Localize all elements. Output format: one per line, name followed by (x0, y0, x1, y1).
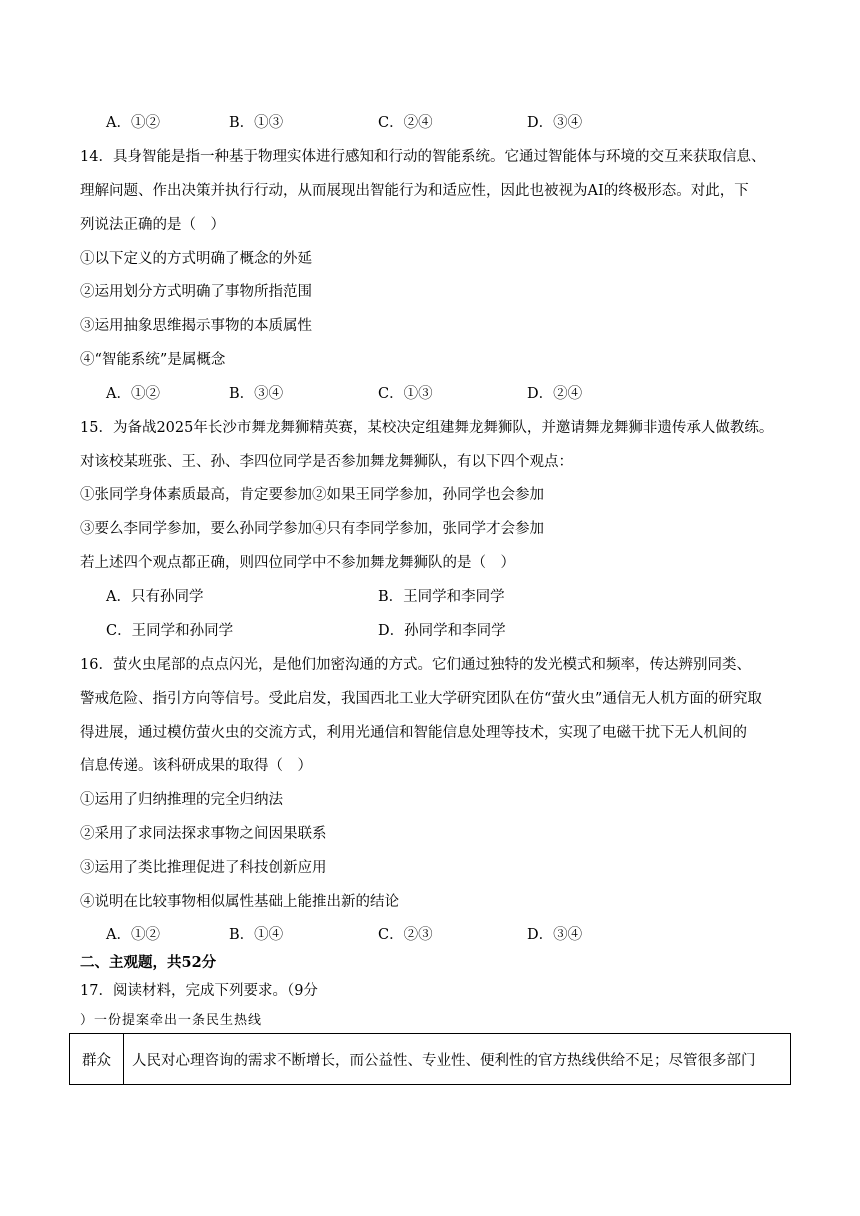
q15-stem-line-2: 对该校某班张、王、孙、李四位同学是否参加舞龙舞狮队，有以下四个观点： (80, 454, 573, 470)
q15-stem-line-1: 15．为备战2025年长沙市舞龙舞狮精英赛，某校决定组建舞龙舞狮队，并邀请舞龙舞狮非遗传承人做教练。 (80, 420, 774, 436)
q14-option-a: A．①② (106, 386, 160, 402)
q16-item-2: ②采用了求同法探求事物之间因果联系 (80, 826, 327, 842)
q14-stem-line-1: 14．具身智能是指一种基于物理实体进行感知和行动的智能系统。它通过智能体与环境的交互来获取信息、 (80, 149, 766, 165)
q14-item-3: ③运用抽象思维揭示事物的本质属性 (80, 318, 312, 334)
q14-stem-line-3: 列说法正确的是（ ） (80, 217, 225, 233)
section-heading: 二、主观题，共52分 (80, 954, 217, 971)
q15-option-d: D．孙同学和李同学 (378, 623, 506, 639)
q14-item-2: ②运用划分方式明确了事物所指范围 (80, 284, 312, 300)
q15-option-a: A．只有孙同学 (106, 589, 204, 605)
q16-stem-line-1: 16．萤火虫尾部的点点闪光，是他们加密沟通的方式。它们通过独特的发光模式和频率，传达辨别同类、 (80, 657, 751, 673)
q15-stem-line-4: ③要么李同学参加，要么孙同学参加④只有李同学参加，张同学才会参加 (80, 521, 544, 537)
q16-stem-line-3: 得进展，通过模仿萤火虫的交流方式，利用光通信和智能信息处理等技术，实现了电磁干扰下无人机间的 (80, 725, 747, 741)
q14-option-d: D．②④ (527, 386, 583, 402)
q16-stem-line-2: 警戒危险、指引方向等信号。受此启发，我国西北工业大学研究团队在仿“萤火虫”通信无人机方面的研究取 (80, 691, 762, 707)
table-row-content: 人民对心理咨询的需求不断增长，而公益性、专业性、便利性的官方热线供给不足；尽管很多部门 (124, 1034, 791, 1085)
q14-option-b: B．③④ (229, 386, 284, 402)
q13-option-a: A．①② (106, 115, 160, 131)
material-table (69, 1033, 791, 1085)
q16-item-1: ①运用了归纳推理的完全归纳法 (80, 792, 283, 808)
q16-option-b: B．①④ (229, 927, 284, 943)
q13-option-b: B．①③ (229, 115, 284, 131)
q17-subtitle: ）一份提案牵出一条民生热线 (80, 1013, 263, 1028)
q16-option-c: C．②③ (378, 927, 433, 943)
q13-option-c: C．②④ (378, 115, 433, 131)
q15-option-b: B．王同学和李同学 (378, 589, 505, 605)
q16-option-a: A．①② (106, 927, 160, 943)
table-row (70, 1034, 791, 1085)
table-row-header: 群众 (70, 1034, 124, 1085)
q14-item-1: ①以下定义的方式明确了概念的外延 (80, 251, 312, 267)
q15-option-c: C．王同学和孙同学 (106, 623, 234, 639)
q14-item-4: ④“智能系统”是属概念 (80, 352, 226, 368)
q15-stem-line-5: 若上述四个观点都正确，则四位同学中不参加舞龙舞狮队的是（ ） (80, 555, 515, 571)
q17-stem: 17．阅读材料，完成下列要求。（9分 (80, 983, 318, 999)
q13-option-d: D．③④ (527, 115, 583, 131)
q16-option-d: D．③④ (527, 927, 583, 943)
q15-stem-line-3: ①张同学身体素质最高，肯定要参加②如果王同学参加，孙同学也会参加 (80, 487, 544, 503)
q14-option-c: C．①③ (378, 386, 433, 402)
q14-stem-line-2: 理解问题、作出决策并执行行动，从而展现出智能行为和适应性，因此也被视为AI的终极形态。对此，下 (80, 183, 749, 199)
q16-item-4: ④说明在比较事物相似属性基础上能推出新的结论 (80, 894, 399, 910)
q16-item-3: ③运用了类比推理促进了科技创新应用 (80, 860, 327, 876)
q16-stem-line-4: 信息传递。该科研成果的取得（ ） (80, 758, 312, 774)
